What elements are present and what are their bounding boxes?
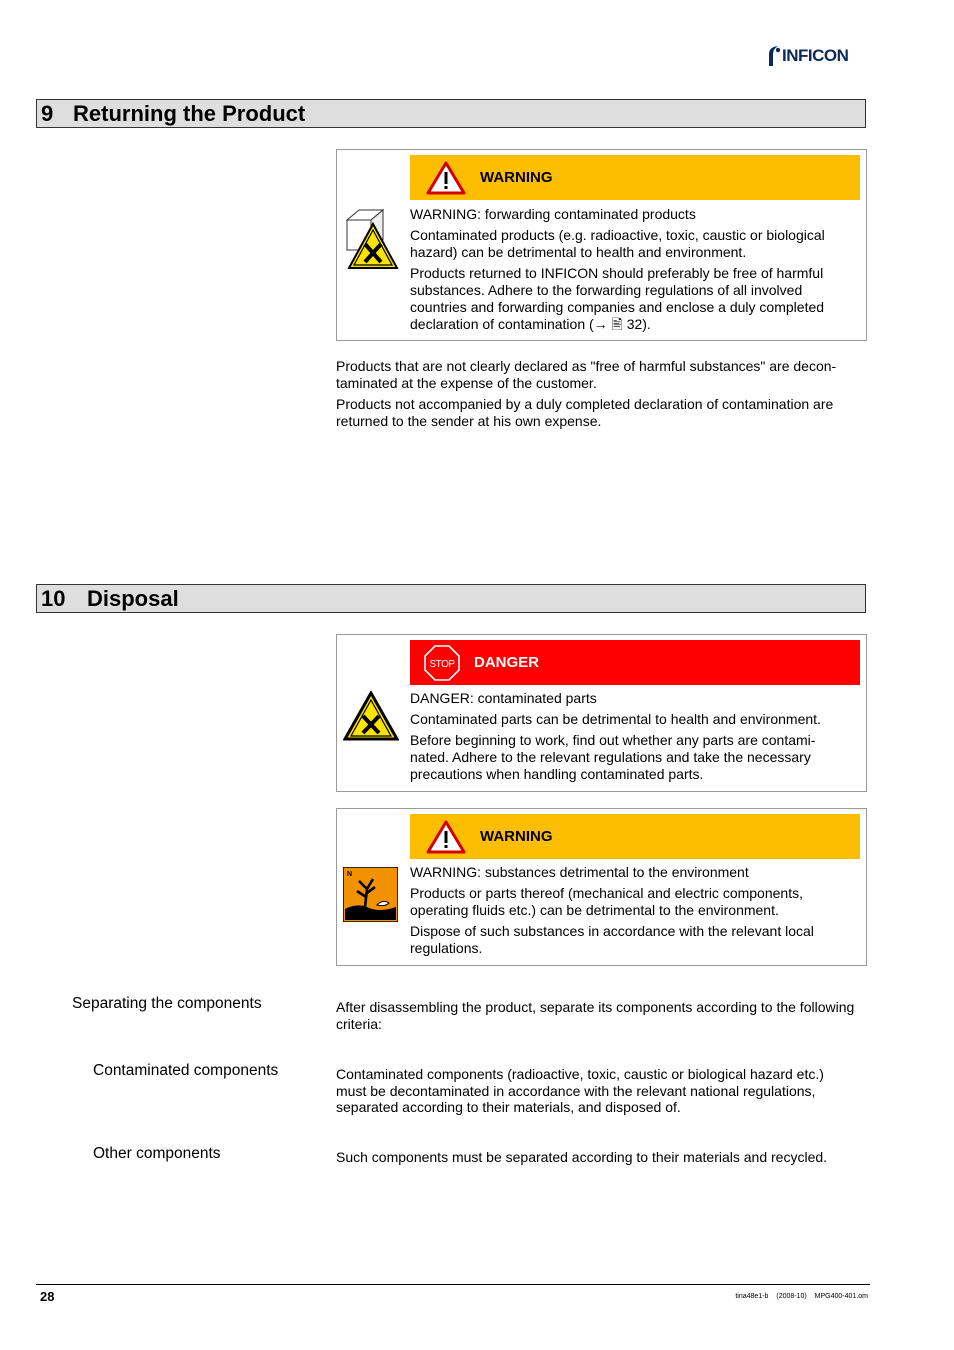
- danger-label: DANGER: [474, 654, 540, 671]
- danger-box-contaminated-parts: [336, 634, 867, 792]
- section-9-heading: [36, 99, 866, 128]
- inficon-mark-icon: [766, 45, 782, 67]
- warning-heading: WARNING: substances detrimental to the environment: [410, 864, 749, 880]
- warning-paragraph: Contaminated products (e.g. radioactive, toxic, caustic or biological hazard) can be detrimental to health and environment.: [410, 227, 825, 260]
- warning-triangle-icon: [426, 820, 466, 854]
- footer-divider: [36, 1284, 870, 1285]
- danger-text: [410, 690, 850, 787]
- warning-banner: [410, 155, 860, 200]
- stop-sign-text: STOP: [429, 658, 455, 670]
- contaminated-components-label: Contaminated components: [93, 1062, 279, 1079]
- section-number: 9: [41, 101, 54, 126]
- section-number: 10: [41, 586, 66, 611]
- danger-heading: DANGER: contaminated parts: [410, 690, 597, 706]
- body-paragraph: Products not accompanied by a duly completed declaration of contamination are returned to the sender at his own expense.: [336, 396, 834, 429]
- warning-paragraph: Dispose of such substances in accordance with the relevant local regulations.: [410, 923, 814, 956]
- other-components-label: Other components: [93, 1145, 221, 1162]
- page-number: 28: [40, 1289, 55, 1304]
- warning-box-contaminated-products: [336, 149, 867, 341]
- brand-name: INFICON: [782, 46, 849, 65]
- environment-hazard-icon: [343, 867, 398, 922]
- contaminated-package-icon: [343, 206, 399, 270]
- other-components-text: [336, 1149, 856, 1171]
- warning-heading: WARNING: forwarding contaminated products: [410, 206, 696, 222]
- body-paragraph: Such components must be separated according to their materials and recycled.: [336, 1149, 828, 1165]
- body-paragraph: Products that are not clearly declared as "free of harmful substances" are decon-taminated at the expense of the customer.: [336, 358, 837, 391]
- section-title: Disposal: [87, 586, 179, 611]
- warning-triangle-icon: [426, 161, 466, 195]
- warning-text: [410, 206, 850, 337]
- separating-components-label: Separating the components: [72, 995, 262, 1012]
- warning-paragraph: Products or parts thereof (mechanical and electric components, operating fluids etc.) can be detrimental to the environment.: [410, 885, 803, 918]
- warning-label: WARNING: [480, 828, 553, 845]
- warning-banner: [410, 814, 860, 859]
- contaminated-components-text: [336, 1066, 856, 1121]
- warning-text: [410, 864, 850, 961]
- body-paragraph: Contaminated components (radioactive, toxic, caustic or biological hazard etc.) must be decontaminated in accordance with the relevant national regulations, separated according to their materials, and disposed of.: [336, 1066, 824, 1115]
- warning-paragraph: Products returned to INFICON should preferably be free of harmful substances. Adhere to the forwarding regulations of all involved countries and forwarding companies and enclose a duly completed declaration of contamination (→ 🖹 32).: [410, 265, 825, 332]
- body-paragraph: After disassembling the product, separate its components according to the following criteria:: [336, 999, 855, 1032]
- harmful-substance-icon: [343, 691, 399, 743]
- separating-components-text: [336, 999, 856, 1037]
- danger-paragraph: Contaminated parts can be detrimental to health and environment.: [410, 711, 821, 727]
- section-10-heading: [36, 584, 866, 613]
- returning-body-text: [336, 358, 856, 434]
- svg-text:N: N: [347, 871, 353, 878]
- danger-paragraph: Before beginning to work, find out whether any parts are contami-nated. Adhere to the relevant regulations and take the necessary precautions when handling contaminated parts.: [410, 732, 816, 782]
- warning-box-environment: [336, 808, 867, 966]
- stop-sign-icon: [424, 645, 460, 681]
- inficon-logo: [766, 44, 848, 68]
- warning-label: WARNING: [480, 169, 553, 186]
- document-reference: tina48e1-b (2008-10) MPG400-401.om: [735, 1293, 868, 1300]
- section-title: Returning the Product: [73, 101, 306, 126]
- danger-banner: [410, 640, 860, 685]
